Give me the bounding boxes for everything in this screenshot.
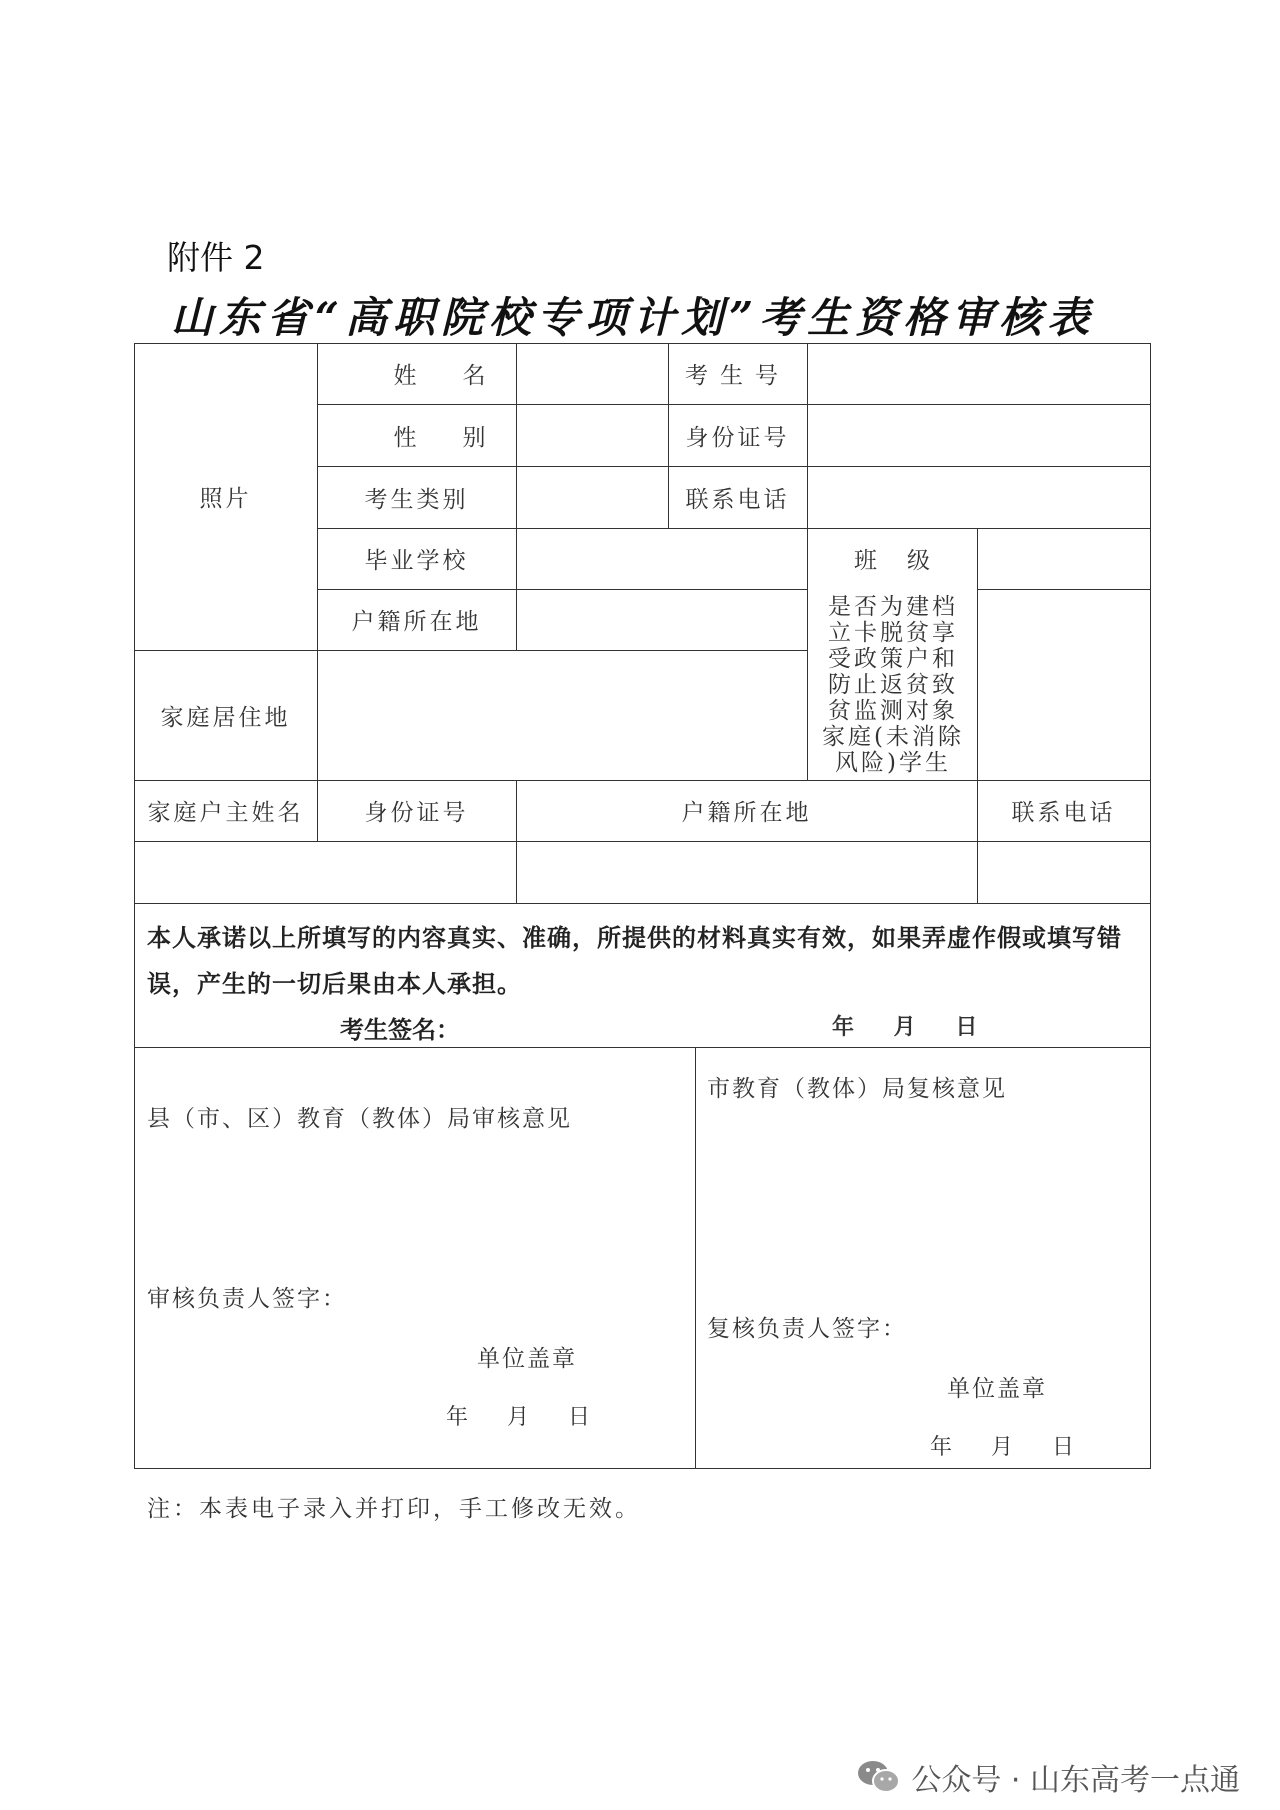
- city-date: 年 月 日: [930, 1435, 1074, 1460]
- poverty-status-field[interactable]: [978, 590, 1149, 779]
- pledge-text: 本人承诺以上所填写的内容真实、准确，所提供的材料真实有效，如果弄虚作假或填写错误，产生的一切后果由本人承担。: [147, 924, 1122, 998]
- county-signer-label: 审核负责人签字：: [147, 1286, 347, 1312]
- residence-label: 家庭居住地: [160, 704, 291, 731]
- watermark: [857, 1755, 1240, 1799]
- id-no-field[interactable]: [808, 405, 1149, 465]
- phone-field[interactable]: [808, 467, 1149, 527]
- watermark-text: 公众号 · 山东高考一点通: [911, 1763, 1240, 1798]
- school-label: 毕业学校: [364, 548, 469, 574]
- category-label: 考生类别: [364, 486, 469, 513]
- exam-no-field[interactable]: [808, 344, 1149, 403]
- poverty-status-label: 是否为建档立卡脱贫享受政策户和防止返贫致贫监测对象家庭(未消除风险)学生: [822, 594, 964, 776]
- county-date: 年 月 日: [446, 1405, 590, 1430]
- footer-note: 注：本表电子录入并打印，手工修改无效。: [147, 1496, 641, 1522]
- householder-name-field[interactable]: [135, 842, 316, 902]
- gender-field[interactable]: [517, 405, 667, 465]
- hukou-label: 户籍所在地: [351, 609, 482, 635]
- class-label: 班级: [854, 548, 960, 574]
- form-title: 山东省“高职院校专项计划”考生资格审核表: [170, 293, 1096, 342]
- wechat-icon: [857, 1759, 901, 1795]
- county-review-heading: 县（市、区）教育（教体）局审核意见: [147, 1106, 572, 1132]
- name-field[interactable]: [517, 344, 667, 403]
- householder-name-label: 家庭户主姓名: [147, 800, 304, 826]
- gender-label: 性别: [393, 424, 532, 451]
- category-field[interactable]: [517, 467, 667, 527]
- signature-label: 考生签名：: [340, 1016, 460, 1044]
- phone-label: 联系电话: [685, 486, 790, 513]
- id-no-label: 身份证号: [685, 424, 790, 451]
- photo-cell: 照片: [199, 486, 252, 512]
- school-field[interactable]: [517, 529, 806, 588]
- class-field[interactable]: [978, 529, 1149, 588]
- householder-hukou-label: 户籍所在地: [681, 800, 812, 826]
- exam-no-label: 考生号: [685, 363, 790, 389]
- householder-phone-label: 联系电话: [1011, 800, 1116, 826]
- householder-id-field[interactable]: [318, 842, 515, 902]
- pledge-date: 年 月 日: [832, 1015, 978, 1040]
- attachment-label: 附件 2: [167, 238, 265, 277]
- city-signer-label: 复核负责人签字：: [707, 1316, 907, 1342]
- householder-hukou-field[interactable]: [517, 842, 976, 902]
- city-review-heading: 市教育（教体）局复核意见: [707, 1076, 1007, 1102]
- county-seal-label: 单位盖章: [477, 1346, 577, 1372]
- city-seal-label: 单位盖章: [947, 1376, 1047, 1402]
- householder-phone-field[interactable]: [978, 842, 1149, 902]
- householder-id-label: 身份证号: [364, 800, 469, 826]
- name-label: 姓名: [393, 363, 532, 389]
- residence-field[interactable]: [318, 651, 806, 779]
- hukou-field[interactable]: [517, 590, 806, 649]
